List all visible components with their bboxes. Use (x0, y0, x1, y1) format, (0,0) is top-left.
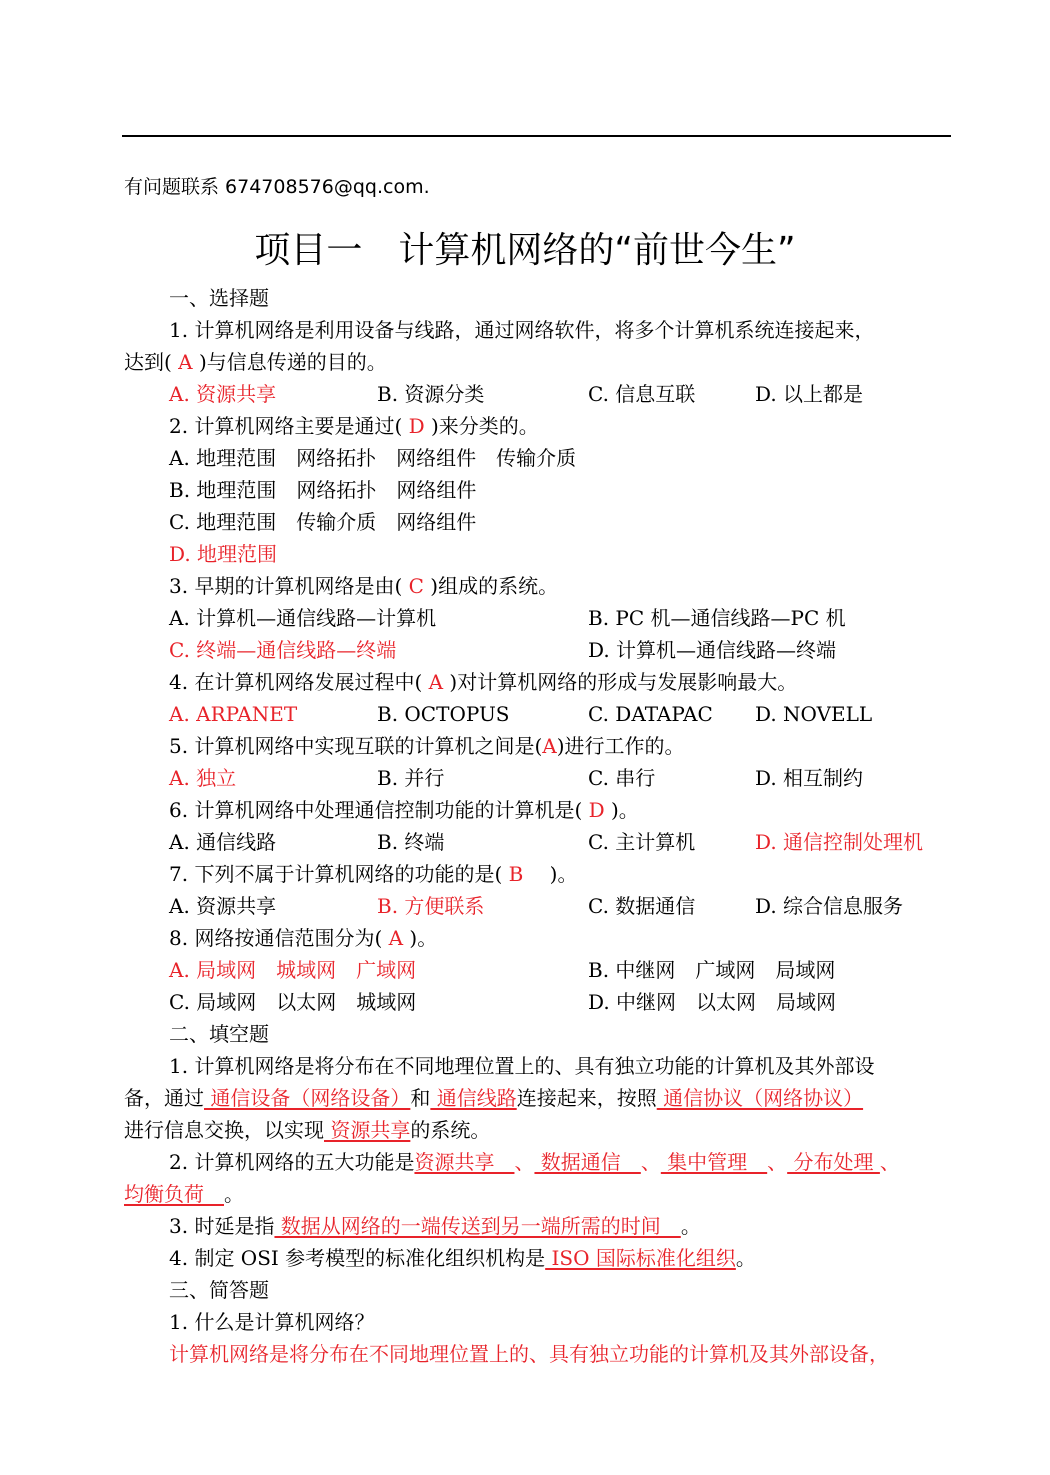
q6-option-a: A. 通信线路 (169, 830, 277, 854)
fill3-line: 3. 时延是指 数据从网络的一端传送到另一端所需的时间 。 (169, 1214, 701, 1238)
q8-options-row1 (0, 955, 1050, 985)
fill1-answer-2: 通信线路 (430, 1086, 517, 1110)
q2-answer: D (402, 414, 431, 438)
q4-option-c: C. DATAPAC (588, 702, 713, 726)
fill1-answer-4: 资源共享 (324, 1118, 411, 1142)
q1-text-line1: 1. 计算机网络是利用设备与线路，通过网络软件，将多个计算机系统连接起来， (169, 318, 875, 342)
q6-text: 6. 计算机网络中处理通信控制功能的计算机是( D )。 (169, 798, 639, 822)
q8-options-row2 (0, 987, 1050, 1017)
q6-option-c: C. 主计算机 (588, 830, 696, 854)
q4-option-b: B. OCTOPUS (377, 702, 510, 726)
q7-options (0, 891, 1050, 921)
q7-option-d: D. 综合信息服务 (755, 894, 904, 918)
q3-option-c: C. 终端—通信线路—终端 (169, 638, 397, 662)
q4-options (0, 699, 1050, 729)
q5-option-b: B. 并行 (377, 766, 445, 790)
fill2-answer-5: 均衡负荷 (124, 1182, 224, 1206)
fill2-answer-4: 分布处理 (787, 1150, 880, 1174)
fill4-answer: ISO 国际标准化组织 (545, 1246, 736, 1270)
fill2-answer-3: 集中管理 (660, 1150, 768, 1174)
q2-text: 2. 计算机网络主要是通过( D )来分类的。 (169, 414, 539, 438)
q7-option-a: A. 资源共享 (169, 894, 277, 918)
q1-answer: A (171, 350, 199, 374)
q5-answer: A (542, 734, 557, 758)
q2-option-b: B. 地理范围 网络拓扑 网络组件 (169, 478, 477, 502)
fill4-line: 4. 制定 OSI 参考模型的标准化组织机构是 ISO 国际标准化组织。 (169, 1246, 756, 1270)
q7-option-c: C. 数据通信 (588, 894, 696, 918)
q7-answer: B (502, 862, 530, 886)
q8-answer: A (382, 926, 410, 950)
q7-option-b: B. 方便联系 (377, 894, 485, 918)
q6-option-b: B. 终端 (377, 830, 445, 854)
q4-answer: A (422, 670, 450, 694)
q5-text: 5. 计算机网络中实现互联的计算机之间是(A)进行工作的。 (169, 734, 685, 758)
q2-option-c: C. 地理范围 传输介质 网络组件 (169, 510, 477, 534)
q5-options (0, 763, 1050, 793)
q6-options (0, 827, 1050, 857)
q3-text: 3. 早期的计算机网络是由( C )组成的系统。 (169, 574, 559, 598)
contact-line: 有问题联系 674708576@qq.com. (124, 176, 430, 198)
q5-option-c: C. 串行 (588, 766, 656, 790)
short1-question: 1. 什么是计算机网络？ (169, 1310, 375, 1334)
q8-option-a: A. 局域网 城域网 广域网 (169, 958, 417, 982)
q8-text: 8. 网络按通信范围分为( A )。 (169, 926, 438, 950)
short1-answer: 计算机网络是将分布在不同地理位置上的、具有独立功能的计算机及其外部设备， (169, 1342, 889, 1366)
q8-option-b: B. 中继网 广域网 局域网 (588, 958, 836, 982)
section-fill-heading: 二、填空题 (169, 1022, 269, 1046)
q1-option-a: A. 资源共享 (169, 382, 277, 406)
q1-text-line2: 达到( A )与信息传递的目的。 (124, 350, 387, 374)
section-short-heading: 三、简答题 (169, 1278, 269, 1302)
fill2-answer-1: 资源共享 (414, 1150, 515, 1174)
fill2-answer-2: 数据通信 (534, 1150, 641, 1174)
q4-option-a: A. ARPANET (169, 702, 298, 726)
fill1-line3: 进行信息交换，以实现 资源共享的系统。 (124, 1118, 491, 1142)
q8-option-c: C. 局域网 以太网 城域网 (169, 990, 417, 1014)
fill1-line1: 1. 计算机网络是将分布在不同地理位置上的、具有独立功能的计算机及其外部设 (169, 1054, 875, 1078)
fill3-answer: 数据从网络的一端传送到另一端所需的时间 (274, 1214, 681, 1238)
page-title: 项目一 计算机网络的“前世今生” (254, 230, 796, 271)
q4-text: 4. 在计算机网络发展过程中( A )对计算机网络的形成与发展影响最大。 (169, 670, 798, 694)
q1-option-d: D. 以上都是 (755, 382, 864, 406)
q8-option-d: D. 中继网 以太网 局域网 (588, 990, 837, 1014)
q2-option-a: A. 地理范围 网络拓扑 网络组件 传输介质 (169, 446, 577, 470)
q3-options-row1 (0, 603, 1050, 633)
q3-option-a: A. 计算机—通信线路—计算机 (169, 606, 437, 630)
q3-options-row2 (0, 635, 1050, 665)
fill1-line2: 备，通过 通信设备（网络设备）和 通信线路连接起来，按照 通信协议（网络协议） (124, 1086, 864, 1110)
header-rule (122, 135, 951, 137)
q3-option-b: B. PC 机—通信线路—PC 机 (588, 606, 846, 630)
q1-option-b: B. 资源分类 (377, 382, 485, 406)
q5-option-d: D. 相互制约 (755, 766, 864, 790)
q6-answer: D (582, 798, 611, 822)
q5-option-a: A. 独立 (169, 766, 237, 790)
q2-option-d: D. 地理范围 (169, 542, 278, 566)
q3-option-d: D. 计算机—通信线路—终端 (588, 638, 837, 662)
fill2-line2: 均衡负荷 。 (124, 1182, 244, 1206)
q4-option-d: D. NOVELL (755, 702, 873, 726)
q7-text: 7. 下列不属于计算机网络的功能的是( B )。 (169, 862, 578, 886)
q1-options (0, 379, 1050, 409)
q3-answer: C (402, 574, 431, 598)
q6-option-d: D. 通信控制处理机 (755, 830, 924, 854)
section-choice-heading: 一、选择题 (169, 286, 269, 310)
fill2-line1: 2. 计算机网络的五大功能是资源共享 、 数据通信 、 集中管理 、 分布处理 、 (169, 1150, 900, 1174)
fill1-answer-3: 通信协议（网络协议） (656, 1086, 864, 1110)
fill1-answer-1: 通信设备（网络设备） (204, 1086, 411, 1110)
q1-option-c: C. 信息互联 (588, 382, 696, 406)
